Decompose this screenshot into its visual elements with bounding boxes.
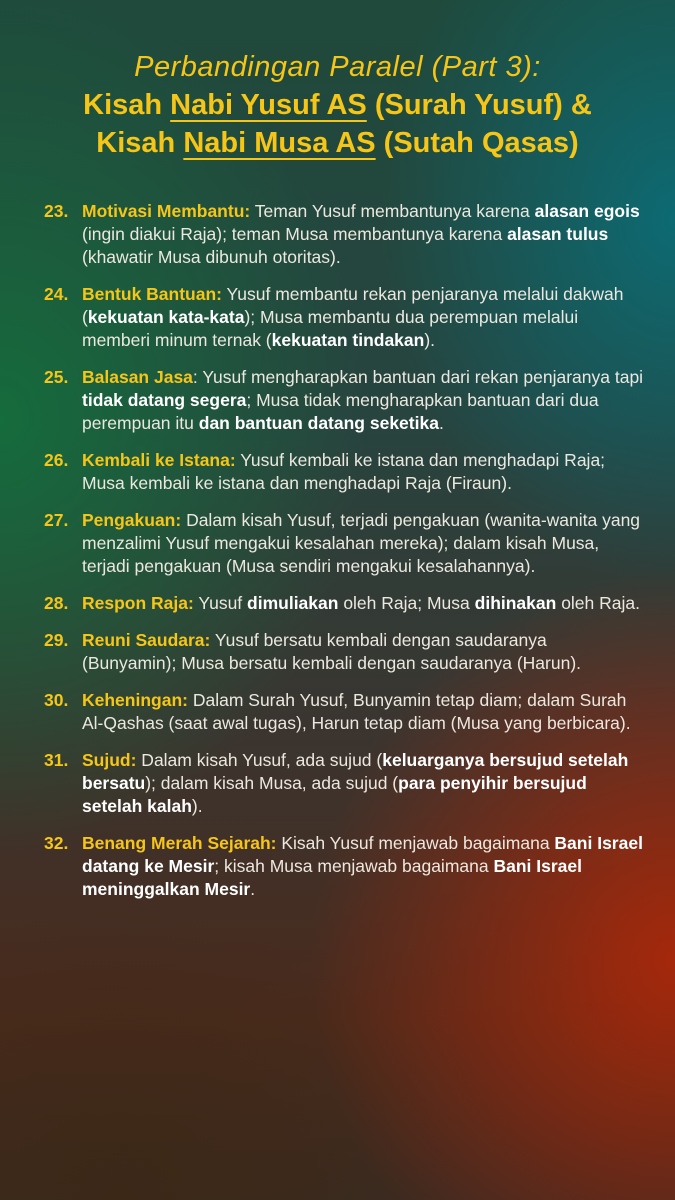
item-text <box>82 629 644 675</box>
item-segment: Yusuf kembali ke istana dan menghadapi Raja; Musa kembali ke istana dan menghadapi Raja (Firaun). <box>82 450 606 493</box>
item-segment: Yusuf membantu rekan penjaranya melalui dakwah ( <box>82 284 624 327</box>
item-label: Kembali ke Istana: <box>82 450 236 470</box>
item-segment: : Yusuf mengharapkan bantuan dari rekan penjaranya tapi <box>192 367 644 387</box>
item-label: Respon Raja: <box>82 593 194 613</box>
item-text <box>82 832 644 901</box>
item-segment: ); dalam kisah Musa, ada sujud ( <box>145 773 399 793</box>
item-number: 25. <box>44 367 69 387</box>
item-emphasis: tidak datang segera <box>82 390 247 410</box>
item-segment: (ingin diakui Raja); teman Musa membantunya karena <box>82 224 508 244</box>
item-emphasis: Bani Israel meninggalkan Mesir <box>82 856 582 899</box>
item-number: 23. <box>44 201 69 221</box>
title-2-pre: Kisah <box>96 127 184 159</box>
item-number: 31. <box>44 750 69 770</box>
header <box>0 48 675 162</box>
item-number: 26. <box>44 450 69 470</box>
item-emphasis: Bani Israel datang ke Mesir <box>82 833 643 876</box>
item-emphasis: kekuatan tindakan <box>271 330 425 350</box>
item-segment: Teman Yusuf membantunya karena <box>250 201 535 221</box>
item-segment: ). <box>191 796 203 816</box>
title-1-post: (Surah Yusuf) & <box>366 89 592 121</box>
title-2-post: (Sutah Qasas) <box>375 127 579 159</box>
item-text <box>82 689 644 735</box>
item-number: 27. <box>44 510 69 530</box>
item-text <box>82 509 644 578</box>
item-label: Sujud: <box>82 750 137 770</box>
item-text <box>82 592 640 615</box>
list-item <box>44 832 644 901</box>
item-emphasis: kekuatan kata-kata <box>87 307 245 327</box>
item-segment: . <box>250 879 256 899</box>
list-item <box>44 366 644 435</box>
item-segment: ). <box>424 330 436 350</box>
list-item <box>44 200 644 269</box>
item-segment: . <box>438 413 444 433</box>
title-1-pre: Kisah <box>83 89 171 121</box>
list-item <box>44 449 644 495</box>
item-segment: Dalam kisah Yusuf, terjadi pengakuan (wanita-wanita yang menzalimi Yusuf mengakui kesalahan mereka); dalam kisah Musa, terjadi pengakuan (Musa sendiri mengakui kesalahannya). <box>82 510 641 576</box>
item-segment: ; Musa tidak mengharapkan bantuan dari dua perempuan itu <box>82 390 599 433</box>
item-label: Reuni Saudara: <box>82 630 211 650</box>
title-line-2 <box>0 124 675 162</box>
list-item <box>44 749 644 818</box>
item-segment: oleh Raja. <box>556 593 640 613</box>
item-number: 28. <box>44 593 69 613</box>
item-emphasis: keluarganya bersujud setelah bersatu <box>82 750 629 793</box>
item-emphasis: dan bantuan datang seketika <box>198 413 439 433</box>
item-text <box>82 449 644 495</box>
title-1-underlined: Nabi Yusuf AS <box>170 89 367 121</box>
list-item <box>44 689 644 735</box>
comparison-list <box>44 200 644 915</box>
item-emphasis: alasan tulus <box>507 224 609 244</box>
item-emphasis: dimuliakan <box>247 593 339 613</box>
item-text <box>82 366 644 435</box>
item-number: 29. <box>44 630 69 650</box>
item-segment: Yusuf <box>193 593 248 613</box>
item-number: 30. <box>44 690 69 710</box>
title-line-1 <box>0 86 675 124</box>
item-label: Motivasi Membantu: <box>82 201 251 221</box>
subtitle: Perbandingan Paralel (Part 3): <box>134 51 541 83</box>
item-number: 24. <box>44 284 69 304</box>
item-number: 32. <box>44 833 69 853</box>
item-text <box>82 283 644 352</box>
item-emphasis: dihinakan <box>474 593 557 613</box>
title-2-underlined: Nabi Musa AS <box>183 127 376 159</box>
item-emphasis: alasan egois <box>534 201 640 221</box>
list-item <box>44 629 644 675</box>
item-label: Benang Merah Sejarah: <box>82 833 277 853</box>
item-segment: Kisah Yusuf menjawab bagaimana <box>276 833 555 853</box>
item-segment: Dalam Surah Yusuf, Bunyamin tetap diam; dalam Surah Al-Qashas (saat awal tugas), Harun tetap diam (Musa yang berbicara). <box>82 690 631 733</box>
list-item <box>44 283 644 352</box>
list-item <box>44 509 644 578</box>
item-text <box>82 200 644 269</box>
item-label: Pengakuan: <box>82 510 182 530</box>
item-label: Keheningan: <box>82 690 188 710</box>
list-item <box>44 592 644 615</box>
item-segment: ); Musa membantu dua perempuan melalui memberi minum ternak ( <box>82 307 579 350</box>
item-segment: oleh Raja; Musa <box>338 593 475 613</box>
item-segment: Dalam kisah Yusuf, ada sujud ( <box>136 750 383 770</box>
item-segment: Yusuf bersatu kembali dengan saudaranya (Bunyamin); Musa bersatu kembali dengan saudaranya (Harun). <box>82 630 582 673</box>
item-text <box>82 749 644 818</box>
item-label: Balasan Jasa <box>82 367 193 387</box>
item-segment: ; kisah Musa menjawab bagaimana <box>214 856 494 876</box>
item-emphasis: para penyihir bersujud setelah kalah <box>82 773 587 816</box>
item-label: Bentuk Bantuan: <box>82 284 222 304</box>
item-segment: (khawatir Musa dibunuh otoritas). <box>82 247 341 267</box>
